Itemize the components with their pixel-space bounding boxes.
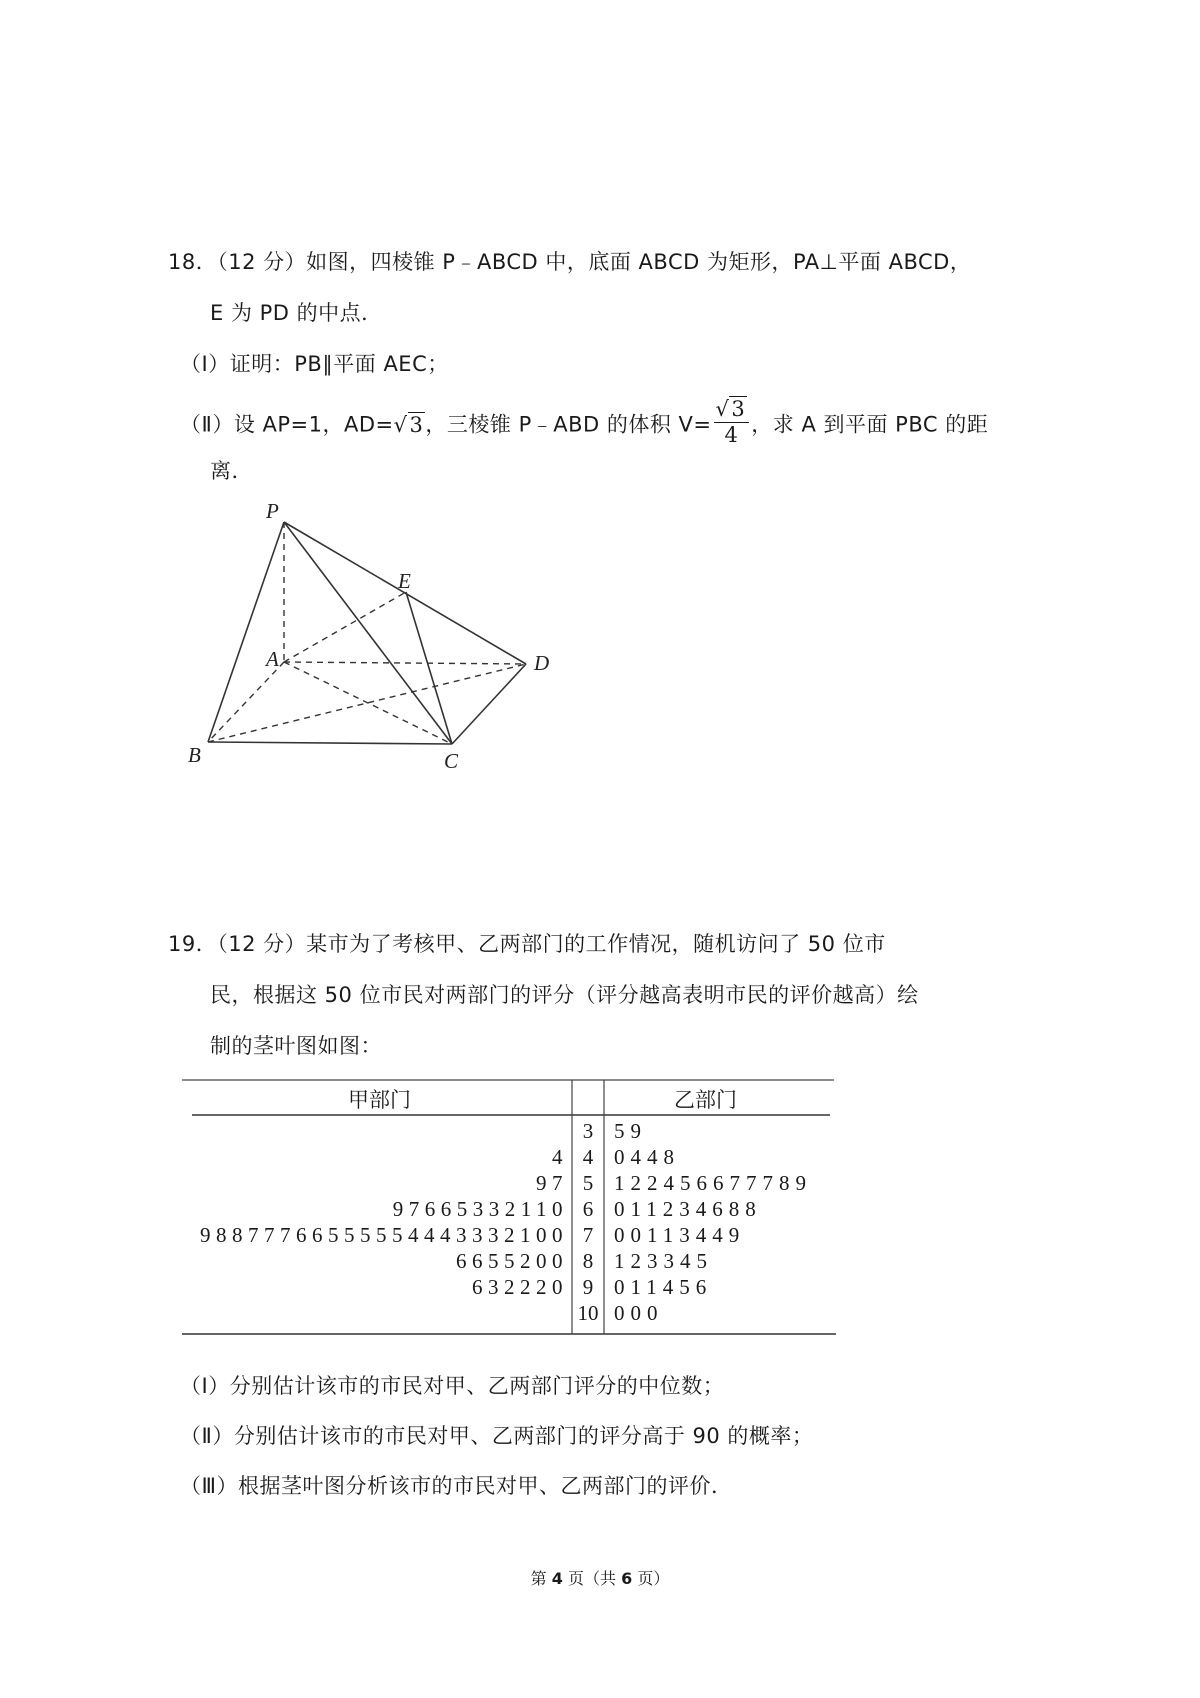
edge-BC xyxy=(208,742,452,744)
right-leaves-row: 59 xyxy=(614,1119,647,1143)
right-leaves-row: 00113449 xyxy=(614,1223,746,1247)
q19-line1: 19．（12 分）某市为了考核甲、乙两部门的工作情况，随机访问了 50 位市 xyxy=(168,932,886,956)
edge-AC xyxy=(284,662,452,744)
label-D: D xyxy=(534,651,550,675)
stem-value: 10 xyxy=(577,1301,599,1325)
stem-value: 3 xyxy=(582,1119,594,1143)
edge-PB xyxy=(208,522,284,742)
label-C: C xyxy=(444,749,459,773)
sqrt-arg: 3 xyxy=(409,412,424,437)
stem-value: 8 xyxy=(582,1249,594,1273)
footer-page-number: 4 xyxy=(551,1569,563,1588)
frac-num-arg: 3 xyxy=(731,397,746,421)
footer-total-pages: 6 xyxy=(621,1569,633,1588)
volume-fraction: $\frac{√3}{4}$ xyxy=(714,396,750,447)
stem-value: 6 xyxy=(582,1197,594,1221)
footer-post: 页） xyxy=(632,1569,670,1588)
right-header: 乙部门 xyxy=(674,1088,737,1112)
edge-AD xyxy=(284,662,526,664)
stem-value: 9 xyxy=(582,1275,594,1299)
stem-value: 5 xyxy=(582,1171,594,1195)
right-leaves-row: 011234688 xyxy=(614,1197,762,1221)
stem-value: 4 xyxy=(582,1145,594,1169)
q19-line3: 制的茎叶图如图： xyxy=(210,1034,382,1058)
right-leaves-row: 011456 xyxy=(614,1275,713,1299)
label-A: A xyxy=(266,647,279,671)
sqrt-3: √3 xyxy=(393,412,424,437)
q18-part2-end: 离． xyxy=(210,459,253,483)
q18-part1: （Ⅰ）证明：PB∥平面 AEC； xyxy=(180,352,449,376)
left-leaves-row: 6655200 xyxy=(456,1249,568,1273)
q18-line2: E 为 PD 的中点． xyxy=(210,301,383,325)
right-leaves-row: 123345 xyxy=(614,1249,713,1273)
left-header: 甲部门 xyxy=(348,1088,411,1112)
left-leaves-row: 97 xyxy=(536,1171,568,1195)
edge-EC xyxy=(406,592,452,744)
label-P: P xyxy=(266,500,279,523)
right-leaves-row: 122456677789 xyxy=(614,1171,812,1195)
edge-PD xyxy=(284,522,526,664)
q19-part2: （Ⅱ）分别估计该市的市民对甲、乙两部门的评分高于 90 的概率； xyxy=(180,1424,814,1448)
footer-mid: 页（共 xyxy=(562,1569,622,1588)
q18-part2 xyxy=(180,397,989,451)
left-leaves-row: 632220 xyxy=(472,1275,568,1299)
right-leaves-row: 0448 xyxy=(614,1145,680,1169)
page-footer xyxy=(0,1566,1200,1589)
right-leaves-row: 000 xyxy=(614,1301,664,1325)
edge-CD xyxy=(452,664,526,744)
q19-part3: （Ⅲ）根据茎叶图分析该市的市民对甲、乙两部门的评价． xyxy=(180,1474,733,1498)
q18-part2-mid: ，三棱锥 P﹣ABD 的体积 V= xyxy=(425,412,712,437)
footer-pre: 第 xyxy=(530,1569,552,1588)
label-E: E xyxy=(398,569,411,593)
stem-value: 7 xyxy=(582,1223,594,1247)
edge-AB xyxy=(208,662,284,742)
label-B: B xyxy=(188,743,201,767)
stem-leaf-table xyxy=(178,1078,838,1338)
left-leaves-row: 98877766555554443332100 xyxy=(200,1223,568,1247)
left-leaves-row: 4 xyxy=(552,1145,568,1169)
q18-line1: 18．（12 分）如图，四棱锥 P﹣ABCD 中，底面 ABCD 为矩形，PA⊥平面 ABCD， xyxy=(168,250,972,274)
left-leaves-row: 97665332110 xyxy=(392,1197,568,1221)
edge-PC xyxy=(284,522,452,744)
q18-part2-post: ，求 A 到平面 PBC 的距 xyxy=(751,412,989,437)
q19-part1: （Ⅰ）分别估计该市的市民对甲、乙两部门评分的中位数； xyxy=(180,1374,725,1398)
pyramid-diagram xyxy=(170,500,570,780)
q19-line2: 民，根据这 50 位市民对两部门的评分（评分越高表明市民的评价越高）绘 xyxy=(210,983,919,1007)
frac-den: 4 xyxy=(724,423,739,447)
q18-part2-pre: （Ⅱ）设 AP=1，AD= xyxy=(180,412,394,437)
